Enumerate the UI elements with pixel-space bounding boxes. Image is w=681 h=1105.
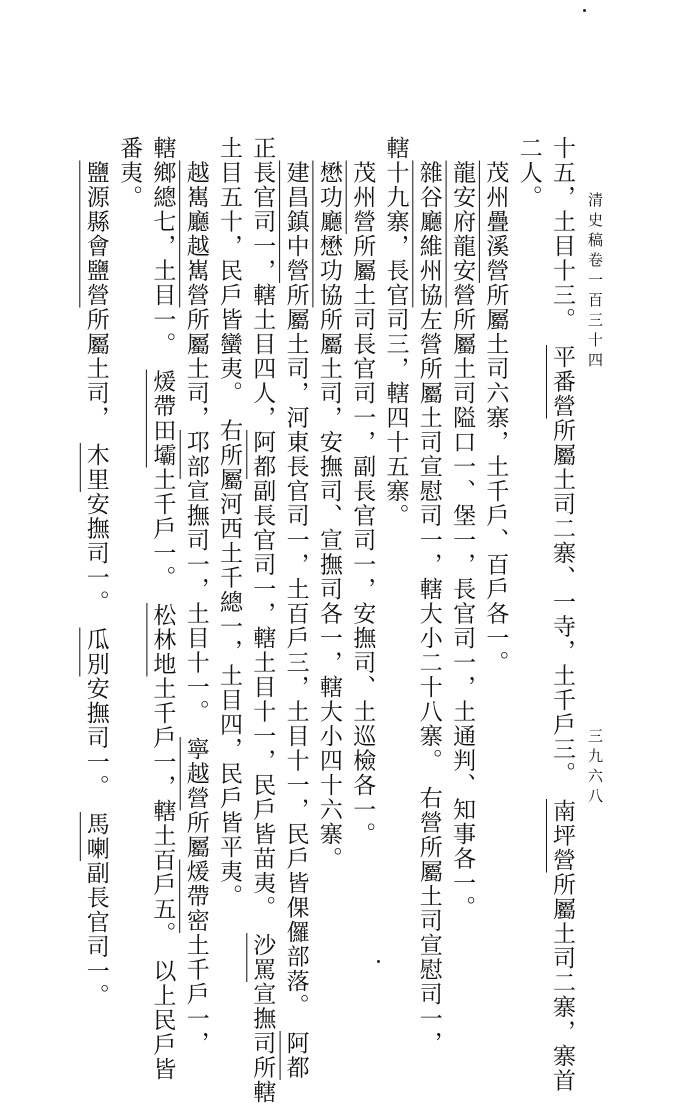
proper-noun: 阿都: [282, 1031, 309, 1080]
proper-noun: 建昌鎮中營: [282, 160, 309, 283]
text-segment: [283, 136, 309, 161]
proper-noun: 煖帶密: [182, 859, 209, 933]
proper-noun: 沙罵: [249, 933, 276, 982]
scan-mark: [377, 960, 380, 963]
text-column: [116, 136, 143, 210]
text-segment: 土目五十，民戶皆蠻夷。 右所屬河西土千總一，土目四，民戶皆平夷。: [216, 136, 242, 909]
text-segment: 十五，土目十三。: [549, 136, 575, 345]
proper-noun: 馬喇: [82, 812, 109, 861]
text-column: [284, 136, 307, 1080]
proper-noun: 龍安府龍安營: [449, 160, 476, 308]
text-segment: 所屬土司，安撫司、宣撫司各一，轄大小四十六寨。: [315, 307, 342, 871]
proper-noun: 懋功廳懋功協: [315, 160, 342, 308]
text-segment: 二人。: [515, 136, 542, 210]
text-segment: 所屬土司，: [82, 307, 109, 443]
text-segment: 轄十九寨，長官司三，轄四十五寨。: [382, 136, 409, 528]
text-column: [317, 136, 340, 871]
text-segment: 所屬土司，河東長官司一，土百戶三，土目十一，民戶皆倮儸部落。: [282, 283, 309, 1031]
text-column: [517, 136, 540, 210]
proper-noun: 鹽源縣會鹽營: [82, 160, 109, 308]
text-segment: [416, 136, 442, 161]
text-column: [249, 136, 276, 1105]
text-segment: [349, 136, 375, 161]
running-title: 清史稿卷一百三十四: [586, 192, 604, 372]
proper-noun: 阿都: [249, 430, 276, 479]
text-column: [449, 136, 476, 920]
text-segment: 所屬土司二寨、一寺，土千戶三。: [549, 418, 575, 799]
text-segment: [316, 136, 342, 161]
proper-noun: 瓜別: [82, 627, 109, 677]
text-segment: 左營所屬土司宣慰司一，轄大小二十八寨。 右營所屬土司宣慰司一，: [415, 307, 442, 1056]
proper-noun: 茂州疊溪營: [482, 160, 509, 283]
text-column: [349, 136, 376, 847]
page-number: 三九六八: [586, 728, 604, 808]
proper-noun: 邛部: [182, 430, 209, 479]
text-segment: 土千戶一。: [149, 467, 176, 603]
text-segment: 所屬: [182, 810, 209, 860]
scan-mark: [583, 9, 586, 12]
text-segment: [482, 136, 508, 161]
text-segment: 所屬土司六寨，土千戶、百戶各一。: [482, 283, 509, 675]
text-segment: 所屬土司長官司一，副長官司一，安撫司、土巡檢各一。: [349, 234, 376, 847]
text-segment: [83, 136, 109, 161]
text-column: [217, 136, 240, 909]
text-segment: 所屬土司隘口一、堡一，長官司一，土通判、知事各一。: [449, 307, 476, 920]
proper-noun: 木里: [82, 443, 109, 492]
text-segment: 安撫司一。: [82, 492, 109, 628]
text-column: [550, 136, 573, 1093]
text-segment: 安撫司一。: [82, 676, 109, 812]
text-segment: 副長官司一。: [82, 861, 109, 1008]
text-column: [184, 136, 207, 1056]
text-segment: 所屬土司二寨，寨首: [549, 872, 575, 1093]
proper-noun: 煖帶田壩: [149, 369, 176, 468]
proper-noun: 雜谷廳維州協: [415, 160, 442, 308]
text-column: [482, 136, 509, 675]
proper-noun: 南坪營: [549, 799, 575, 873]
text-segment: 土千戶一，: [182, 933, 209, 1056]
text-column: [84, 136, 107, 1008]
text-segment: 番夷。: [116, 136, 143, 210]
text-segment: 宣撫司所轄: [249, 982, 276, 1105]
text-segment: 轄鄉總七，土目一。: [149, 136, 176, 370]
text-column: [417, 136, 440, 1056]
text-segment: 土千戶一，轄土百戶五。 以上民戶皆: [149, 676, 176, 1082]
proper-noun: 平番營: [549, 345, 575, 419]
text-segment: [449, 136, 475, 161]
proper-noun: 茂州營: [349, 160, 376, 234]
proper-noun: 松林地: [149, 603, 176, 677]
text-column: [384, 136, 407, 528]
text-segment: [183, 136, 209, 161]
text-segment: 副長官司一，轄土目十一，民戶皆苗夷。: [249, 479, 276, 933]
proper-noun: 越嶲廳越嶲營: [182, 160, 209, 308]
text-segment: 宣撫司一，土目十一。: [182, 479, 209, 737]
proper-noun: 寧越營: [182, 737, 209, 811]
text-segment: 所屬土司，: [182, 307, 209, 430]
text-segment: 正長官司一，轄土目四人，: [249, 136, 276, 430]
text-column: [149, 136, 176, 1082]
